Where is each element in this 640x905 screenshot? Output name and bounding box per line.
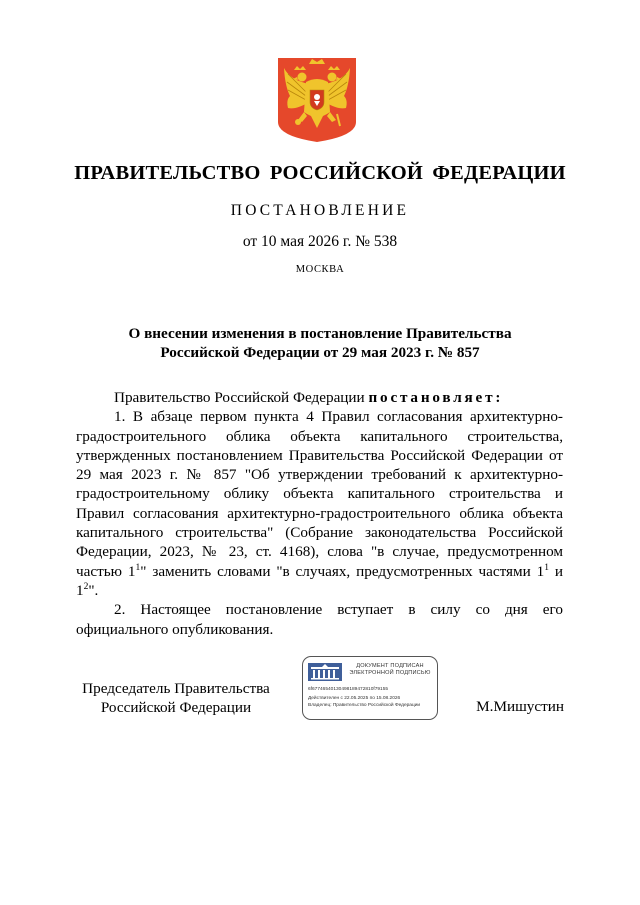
certificate-validity: Действителен с 22.05.2025 по 15.08.2026 — [308, 696, 401, 701]
coat-of-arms-emblem — [276, 56, 358, 144]
signer-position — [76, 680, 276, 717]
subject-line-1: О внесении изменения в постановление Правительства — [128, 325, 512, 342]
superscript: 1 — [135, 562, 141, 573]
city: МОСКВА — [295, 264, 345, 275]
government-building-icon — [308, 663, 342, 681]
superscript: 1 — [544, 562, 549, 573]
stamp-title-line-1: ДОКУМЕНТ ПОДПИСАН — [356, 663, 424, 669]
item-1-text-and: и 1 — [76, 562, 563, 599]
item-1-text-end: ". — [88, 581, 99, 599]
signer-position-line-1: Председатель Правительства — [82, 680, 270, 697]
date-number: от 10 мая 2026 г. № 538 — [242, 233, 398, 250]
decree-body — [76, 388, 563, 639]
superscript: 2 — [83, 581, 89, 592]
signer-position-line-2: Российской Федерации — [100, 698, 252, 716]
subject-line-2: Российской Федерации от 29 мая 2023 г. № 857 — [160, 344, 480, 361]
resolves-word: постановляет: — [368, 389, 504, 406]
item-2-paragraph: 2. Настоящее постановление вступает в силу со дня его официального опубликования. — [76, 601, 563, 638]
government-title: ПРАВИТЕЛЬСТВО РОССИЙСКОЙ ФЕДЕРАЦИИ — [74, 162, 566, 184]
stamp-title — [343, 663, 437, 677]
signer-name: М.Мишустин — [476, 698, 564, 715]
electronic-signature-stamp — [302, 656, 438, 720]
item-1-text: 1. В абзаце первом пункта 4 Правил согласования архитектурно-градостроительного облика объекта капитального строительства, утвержденных постановлением Правительства Российской Федерации от 29 мая 2023 г. № 857 "Об утверждении требований к архитектурно-градостроительному облику объекта капитального строительства и Правил согласования архитектурно-градостроительного облика объекта капитального строительства" (Собрание законодательства Российской Федерации, 2023, № 23, ст. 4168), слова "в случае, предусмотренном частью 1 — [76, 408, 563, 580]
decree-subject — [0, 324, 640, 362]
item-1-paragraph — [76, 407, 563, 600]
certificate-serial: 6f67746540130498189472810f79155 — [308, 687, 389, 692]
intro-text: Правительство Российской Федерации — [114, 389, 365, 406]
document-type: ПОСТАНОВЛЕНИЕ — [230, 202, 410, 219]
certificate-owner: Владелец: Правительство Российской Федерации — [308, 703, 421, 708]
stamp-title-line-2: ЭЛЕКТРОННОЙ ПОДПИСЬЮ — [349, 670, 431, 676]
item-1-text-mid: " заменить словами "в случаях, предусмотренных частями 1 — [140, 562, 545, 580]
intro-paragraph — [76, 388, 563, 407]
